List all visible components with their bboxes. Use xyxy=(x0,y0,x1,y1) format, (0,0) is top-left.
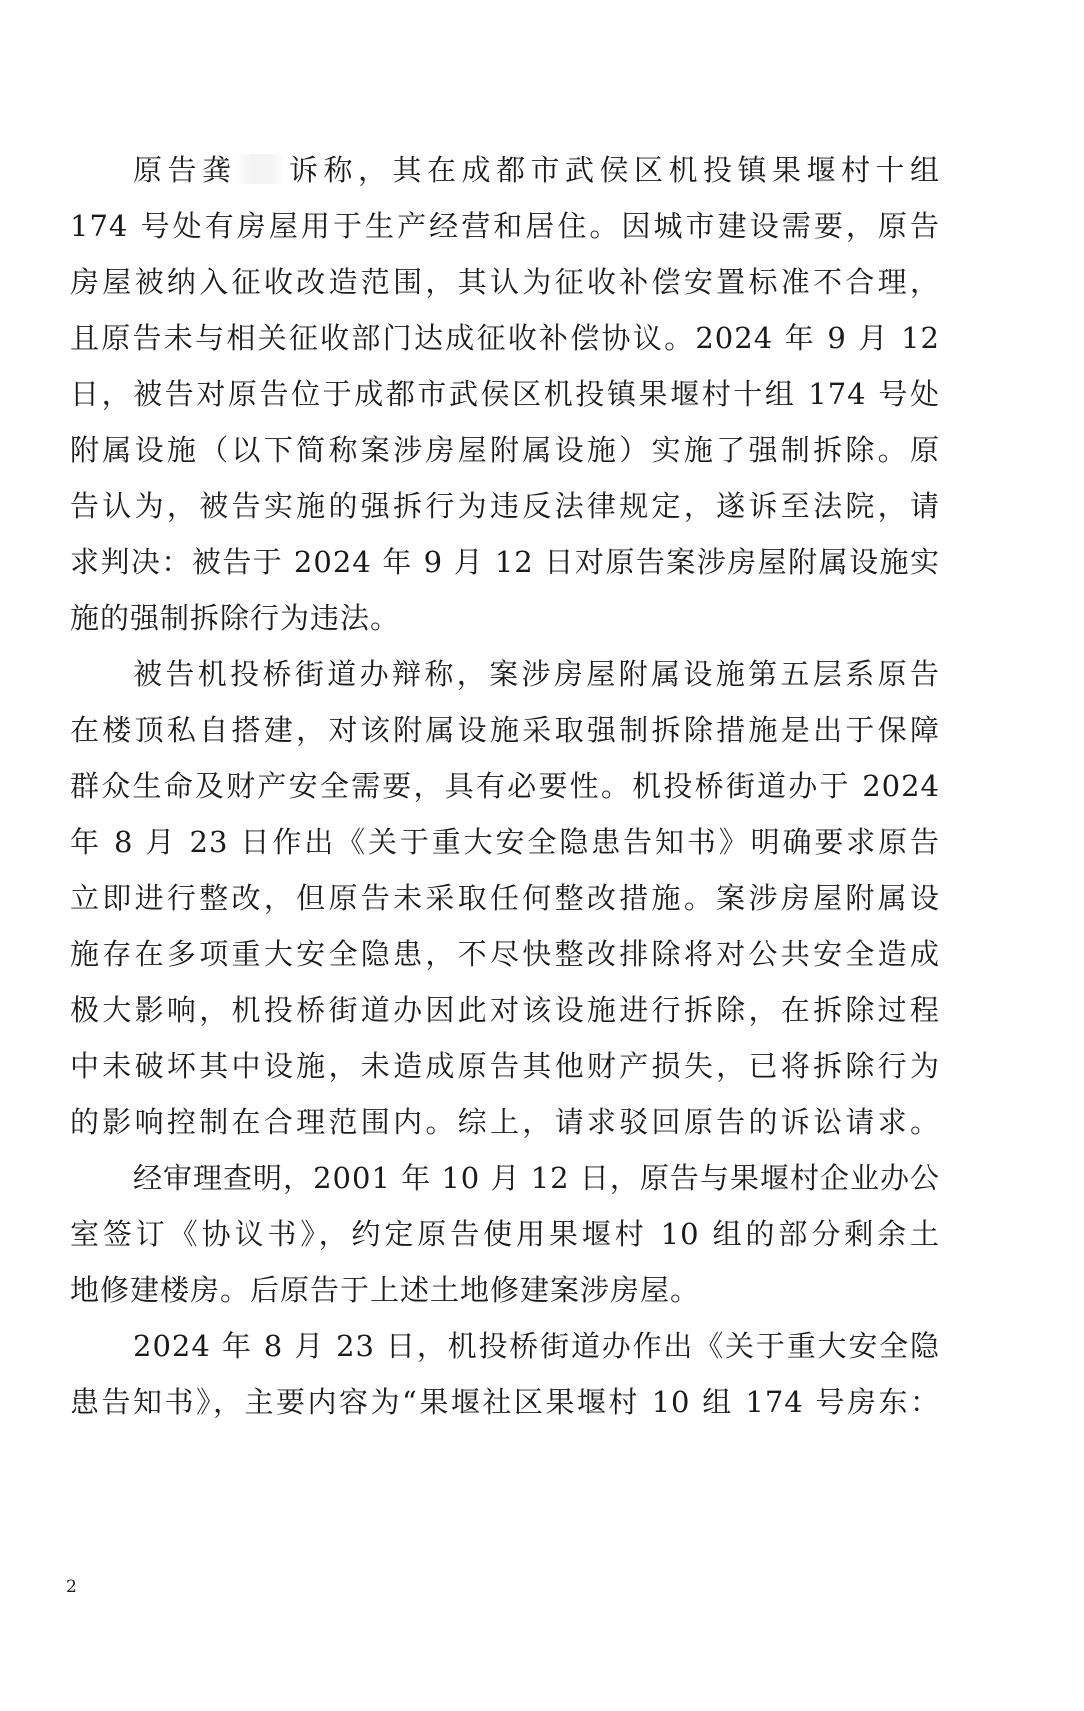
paragraph-2-line-3: 群众生命及财产安全需要，具有必要性。机投桥街道办于 2024 xyxy=(70,769,940,803)
paragraph-4-line-1: 2024 年 8 月 23 日，机投桥街道办作出《关于重大安全隐 xyxy=(133,1329,940,1363)
line-text: 诉称，其在成都市武侯区机投镇果堰村十组 xyxy=(284,153,940,187)
paragraph-1-line-9: 施的强制拆除行为违法。 xyxy=(70,601,401,635)
paragraph-1-line-6: 附属设施（以下简称案涉房屋附属设施）实施了强制拆除。原 xyxy=(70,433,940,467)
paragraph-4-line-2: 患告知书》，主要内容为“果堰社区果堰村 10 组 174 号房东： xyxy=(70,1385,940,1419)
paragraph-3-line-3: 地修建楼房。后原告于上述土地修建案涉房屋。 xyxy=(70,1273,701,1307)
paragraph-2-line-4: 年 8 月 23 日作出《关于重大安全隐患告知书》明确要求原告 xyxy=(70,825,940,859)
paragraph-2-line-1: 被告机投桥街道办辩称，案涉房屋附属设施第五层系原告 xyxy=(133,657,940,691)
paragraph-3-line-2: 室签订《协议书》，约定原告使用果堰村 10 组的部分剩余土 xyxy=(70,1217,940,1251)
paragraph-1-line-4: 且原告未与相关征收部门达成征收补偿协议。2024 年 9 月 12 xyxy=(70,321,940,355)
paragraph-2-line-2: 在楼顶私自搭建，对该附属设施采取强制拆除措施是出于保障 xyxy=(70,713,940,747)
paragraph-1-line-2: 174 号处有房屋用于生产经营和居住。因城市建设需要，原告 xyxy=(70,209,940,243)
paragraph-1-line-7: 告认为，被告实施的强拆行为违反法律规定，遂诉至法院，请 xyxy=(70,489,940,523)
page-number: 2 xyxy=(66,1577,77,1597)
redacted-name xyxy=(237,154,285,184)
paragraph-1-line-3: 房屋被纳入征收改造范围，其认为征收补偿安置标准不合理， xyxy=(70,265,940,299)
paragraph-2-line-9: 的影响控制在合理范围内。综上，请求驳回原告的诉讼请求。 xyxy=(70,1105,940,1139)
paragraph-2-line-5: 立即进行整改，但原告未采取任何整改措施。案涉房屋附属设 xyxy=(70,881,940,915)
paragraph-1-line-8: 求判决：被告于 2024 年 9 月 12 日对原告案涉房屋附属设施实 xyxy=(70,545,940,579)
paragraph-2-line-8: 中未破坏其中设施，未造成原告其他财产损失，已将拆除行为 xyxy=(70,1049,940,1083)
line-text: 原告龚 xyxy=(133,153,237,187)
paragraph-2-line-7: 极大影响，机投桥街道办因此对该设施进行拆除，在拆除过程 xyxy=(70,993,940,1027)
paragraph-3-line-1: 经审理查明，2001 年 10 月 12 日，原告与果堰村企业办公 xyxy=(133,1161,940,1195)
paragraph-1-line-1 xyxy=(133,150,940,190)
paragraph-1-line-5: 日，被告对原告位于成都市武侯区机投镇果堰村十组 174 号处 xyxy=(70,377,940,411)
paragraph-2-line-6: 施存在多项重大安全隐患，不尽快整改排除将对公共安全造成 xyxy=(70,937,940,971)
